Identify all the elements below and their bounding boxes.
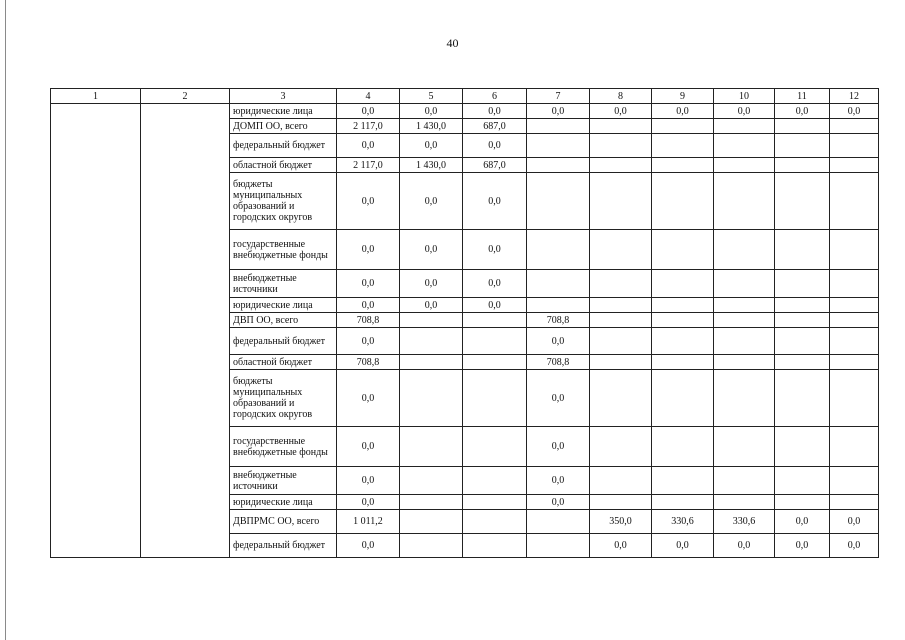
value-cell: 0,0 [590,534,652,558]
value-cell [463,510,527,534]
value-cell [714,158,775,173]
value-cell [652,328,714,355]
value-cell [463,534,527,558]
value-cell: 0,0 [400,173,463,230]
value-cell [775,467,830,495]
value-cell [714,370,775,427]
value-cell [652,495,714,510]
value-cell [590,328,652,355]
value-cell [652,467,714,495]
value-cell: 0,0 [652,534,714,558]
value-cell [830,230,879,270]
value-cell: 0,0 [527,328,590,355]
value-cell [590,298,652,313]
value-cell [400,534,463,558]
value-cell: 2 117,0 [337,158,400,173]
value-cell [400,495,463,510]
value-cell: 0,0 [463,230,527,270]
value-cell [714,495,775,510]
value-cell [714,270,775,298]
value-cell: 0,0 [337,534,400,558]
row-label: юридические лица [230,104,337,119]
value-cell [652,427,714,467]
column-header: 6 [463,89,527,104]
row-label: ДВПРМС ОО, всего [230,510,337,534]
row-label: внебюджетные источники [230,270,337,298]
value-cell [590,270,652,298]
value-cell [775,158,830,173]
value-cell: 0,0 [463,173,527,230]
value-cell [463,427,527,467]
value-cell [775,230,830,270]
column-header: 4 [337,89,400,104]
value-cell [830,270,879,298]
value-cell: 330,6 [714,510,775,534]
value-cell [830,427,879,467]
page-number: 40 [446,36,459,50]
value-cell: 0,0 [830,534,879,558]
row-label: бюджеты муниципальных образований и городских округов [230,370,337,427]
value-cell [527,298,590,313]
row-label: федеральный бюджет [230,534,337,558]
value-cell [714,230,775,270]
page-left-edge [5,0,6,640]
value-cell [652,158,714,173]
value-cell: 0,0 [337,270,400,298]
value-cell: 0,0 [652,104,714,119]
value-cell: 1 430,0 [400,119,463,134]
value-cell [775,328,830,355]
value-cell: 0,0 [337,328,400,355]
value-cell: 708,8 [527,355,590,370]
value-cell [527,270,590,298]
row-label: областной бюджет [230,355,337,370]
value-cell [830,119,879,134]
value-cell [652,370,714,427]
value-cell [830,298,879,313]
value-cell [590,134,652,158]
value-cell [463,467,527,495]
value-cell [830,370,879,427]
value-cell: 708,8 [337,355,400,370]
value-cell: 350,0 [590,510,652,534]
column-header: 10 [714,89,775,104]
value-cell [830,313,879,328]
value-cell [775,134,830,158]
value-cell: 0,0 [337,104,400,119]
value-cell [590,427,652,467]
value-cell: 0,0 [830,510,879,534]
value-cell [775,495,830,510]
value-cell: 0,0 [527,495,590,510]
value-cell [830,495,879,510]
value-cell [775,119,830,134]
value-cell: 708,8 [337,313,400,328]
value-cell [463,313,527,328]
row-label: федеральный бюджет [230,134,337,158]
value-cell: 0,0 [337,134,400,158]
value-cell [527,158,590,173]
row-label: внебюджетные источники [230,467,337,495]
value-cell: 0,0 [527,427,590,467]
value-cell [590,355,652,370]
value-cell [590,495,652,510]
value-cell: 0,0 [527,370,590,427]
value-cell [652,173,714,230]
value-cell: 0,0 [714,534,775,558]
value-cell [775,173,830,230]
column-header: 11 [775,89,830,104]
value-cell [714,173,775,230]
table-body [51,104,879,558]
value-cell [400,510,463,534]
merged-blank-cell-2 [141,104,230,558]
column-header: 1 [51,89,141,104]
value-cell [400,370,463,427]
value-cell: 0,0 [337,467,400,495]
value-cell [830,134,879,158]
value-cell [714,134,775,158]
value-cell: 0,0 [400,134,463,158]
value-cell: 708,8 [527,313,590,328]
value-cell [714,298,775,313]
row-label: государственные внебюджетные фонды [230,230,337,270]
value-cell: 0,0 [337,230,400,270]
value-cell [830,467,879,495]
value-cell: 0,0 [830,104,879,119]
row-label: ДВП ОО, всего [230,313,337,328]
value-cell [775,427,830,467]
budget-table [50,88,879,558]
value-cell: 1 011,2 [337,510,400,534]
value-cell [527,510,590,534]
value-cell [652,134,714,158]
value-cell: 0,0 [463,104,527,119]
value-cell [527,230,590,270]
value-cell [400,355,463,370]
value-cell: 0,0 [337,173,400,230]
value-cell [400,328,463,355]
value-cell [652,270,714,298]
column-header: 3 [230,89,337,104]
value-cell: 0,0 [463,270,527,298]
value-cell: 0,0 [337,495,400,510]
value-cell: 0,0 [337,370,400,427]
column-header: 2 [141,89,230,104]
column-header: 9 [652,89,714,104]
column-header: 5 [400,89,463,104]
value-cell: 0,0 [527,467,590,495]
value-cell: 0,0 [400,270,463,298]
value-cell: 0,0 [775,534,830,558]
column-header: 8 [590,89,652,104]
value-cell [714,328,775,355]
value-cell [652,355,714,370]
value-cell [400,427,463,467]
value-cell [400,467,463,495]
value-cell [463,355,527,370]
value-cell: 0,0 [590,104,652,119]
column-header: 7 [527,89,590,104]
value-cell [590,313,652,328]
value-cell: 1 430,0 [400,158,463,173]
table-header-row [51,89,879,104]
value-cell: 0,0 [527,104,590,119]
value-cell [527,173,590,230]
value-cell [775,355,830,370]
value-cell: 0,0 [463,134,527,158]
value-cell: 0,0 [775,104,830,119]
value-cell [652,313,714,328]
value-cell [775,313,830,328]
value-cell: 0,0 [400,230,463,270]
value-cell [775,298,830,313]
value-cell: 2 117,0 [337,119,400,134]
value-cell [590,467,652,495]
table-row [51,104,879,119]
value-cell [652,230,714,270]
value-cell [590,370,652,427]
value-cell [463,495,527,510]
value-cell: 0,0 [714,104,775,119]
value-cell [830,173,879,230]
value-cell [590,173,652,230]
row-label: юридические лица [230,298,337,313]
value-cell [714,467,775,495]
value-cell [830,158,879,173]
merged-blank-cell-1 [51,104,141,558]
value-cell [775,270,830,298]
value-cell [400,313,463,328]
value-cell: 0,0 [400,104,463,119]
value-cell [714,355,775,370]
row-label: областной бюджет [230,158,337,173]
value-cell [652,119,714,134]
value-cell: 0,0 [337,298,400,313]
row-label: государственные внебюджетные фонды [230,427,337,467]
value-cell [590,230,652,270]
value-cell [463,370,527,427]
value-cell [590,119,652,134]
value-cell [830,355,879,370]
value-cell [590,158,652,173]
column-header: 12 [830,89,879,104]
value-cell [775,370,830,427]
row-label: федеральный бюджет [230,328,337,355]
value-cell [830,328,879,355]
value-cell: 687,0 [463,119,527,134]
value-cell: 687,0 [463,158,527,173]
value-cell [652,298,714,313]
row-label: юридические лица [230,495,337,510]
value-cell: 330,6 [652,510,714,534]
value-cell [527,119,590,134]
value-cell [527,534,590,558]
value-cell: 0,0 [775,510,830,534]
value-cell: 0,0 [400,298,463,313]
value-cell [463,328,527,355]
value-cell [714,313,775,328]
value-cell [714,119,775,134]
value-cell [527,134,590,158]
row-label: ДОМП ОО, всего [230,119,337,134]
value-cell: 0,0 [463,298,527,313]
row-label: бюджеты муниципальных образований и городских округов [230,173,337,230]
value-cell [714,427,775,467]
value-cell: 0,0 [337,427,400,467]
